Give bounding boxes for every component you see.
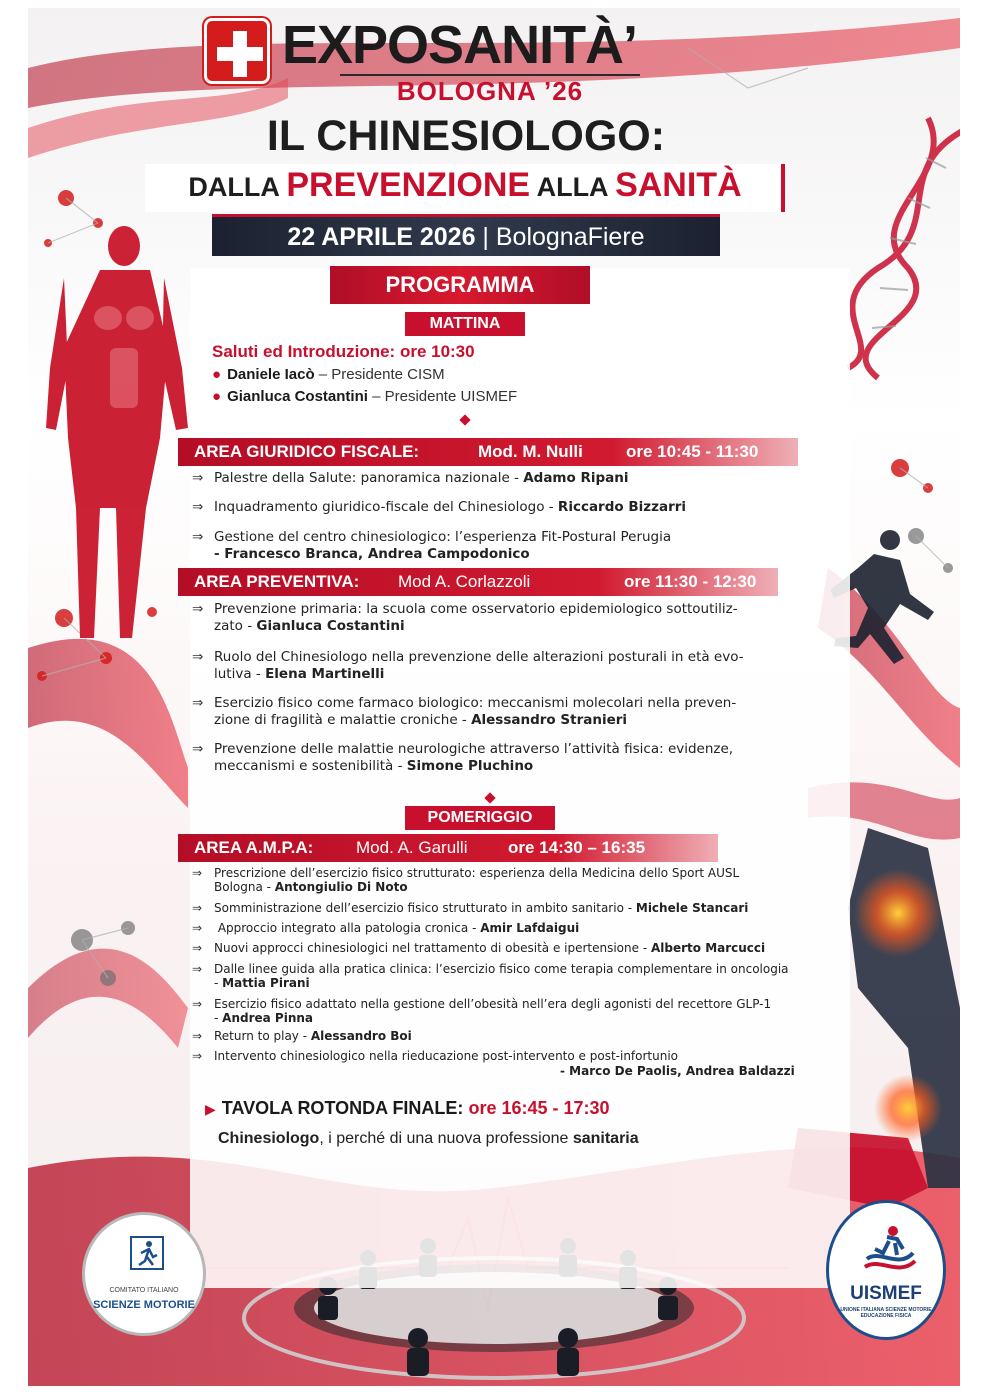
intro-speaker-2 (212, 388, 517, 405)
list-item (192, 499, 686, 516)
item-text: - (214, 1011, 223, 1025)
brand-title: EXPOSANITÀ’ (282, 15, 638, 75)
arrow-icon: ⇒ (192, 866, 203, 880)
list-item (192, 1029, 412, 1043)
area-giuridico-fiscale-bar (178, 438, 798, 466)
subtitle (145, 166, 785, 205)
item-speaker: Alessandro Stranieri (471, 712, 628, 728)
triangle-right-icon: ▶ (205, 1101, 216, 1117)
round-table-subtitle (218, 1130, 639, 1148)
item-speaker: Simone Pluchino (406, 758, 534, 774)
event-date: 22 APRILE 2026 (287, 223, 476, 251)
item-speaker: Amir Lafdaigui (480, 921, 580, 935)
arrow-icon: ⇒ (192, 901, 203, 915)
item-text: zione di fragilità e malattie croniche - (214, 712, 472, 728)
morning-ribbon: MATTINA (405, 312, 525, 336)
item-text: Prevenzione delle malattie neurologiche attraverso l’attività fisica: evidenze, (214, 741, 734, 757)
list-item (192, 997, 771, 1025)
item-text: Inquadramento giuridico-fiscale del Chinesiologo - (214, 499, 558, 515)
runner-icon (127, 1233, 167, 1273)
arrow-icon: ⇒ (192, 499, 204, 515)
round-table-sub-text: , i perché di una nuova professione (319, 1130, 573, 1147)
list-item (192, 649, 744, 683)
uismef-logo-sub: UNIONE ITALIANA SCIENZE MOTORIE EDUCAZIONE FISICA (840, 1307, 932, 1319)
area-time: ore 11:30 - 12:30 (624, 572, 757, 591)
item-continuation (192, 712, 736, 729)
date-separator: | (475, 223, 496, 251)
item-text: lutiva - (214, 666, 266, 682)
item-text: Return to play - (214, 1029, 311, 1043)
item-speaker: Michele Stancari (635, 901, 749, 915)
item-text: Bologna - (214, 880, 275, 894)
item-continuation (192, 880, 739, 894)
bullet-icon: ● (212, 366, 222, 383)
round-table-title (205, 1098, 610, 1119)
area-name: AREA A.M.P.A: (194, 838, 314, 857)
list-item (192, 529, 671, 563)
item-text: Prescrizione dell’esercizio fisico strutturato: esperienza della Medicina dello Sport AUSL (214, 866, 740, 880)
item-text: zato - (214, 618, 257, 634)
list-item (192, 1049, 678, 1063)
bullet-icon: ● (212, 388, 222, 405)
speaker-name: Daniele Iacò (227, 366, 315, 383)
arrow-icon: ⇒ (192, 997, 203, 1011)
red-cross-logo (204, 18, 270, 84)
round-table-label: TAVOLA ROTONDA FINALE: (221, 1098, 464, 1118)
arrow-icon: ⇒ (192, 741, 204, 757)
item-text: Approccio integrato alla patologia cronica - (214, 921, 481, 935)
area-name: AREA GIURIDICO FISCALE: (194, 442, 420, 461)
area-ampa-bar (178, 834, 718, 862)
list-item (192, 866, 739, 894)
arrow-icon: ⇒ (192, 601, 204, 617)
main-title: IL CHINESIOLOGO: (266, 112, 666, 160)
item-text: Nuovi approcci chinesiologici nel trattamento di obesità e ipertensione - (214, 941, 651, 955)
area-time: ore 10:45 - 11:30 (626, 442, 759, 461)
list-item (192, 962, 789, 990)
cism-logo-line2: SCIENZE MOTORIE (93, 1299, 195, 1311)
item-text: Esercizio fisico come farmaco biologico: meccanismi molecolari nella preven- (214, 695, 737, 711)
arrow-icon: ⇒ (192, 1029, 203, 1043)
list-item (192, 601, 738, 635)
round-table-time: ore 16:45 - 17:30 (468, 1098, 610, 1118)
arrow-icon: ⇒ (192, 1049, 203, 1063)
item-text: Ruolo del Chinesiologo nella prevenzione delle alterazioni posturali in età evo- (214, 649, 744, 665)
city-edition: BOLOGNA ’26 (340, 74, 640, 104)
item-continuation (192, 976, 789, 990)
speaker-role: – Presidente CISM (314, 366, 445, 383)
item-speaker: Alessandro Boi (310, 1029, 412, 1043)
item-text: Intervento chinesiologico nella rieducazione post-intervento e post-infortunio (214, 1049, 679, 1063)
subtitle-part-alla: ALLA (530, 172, 616, 202)
item-continuation (192, 666, 744, 683)
intro-speaker-1 (212, 366, 445, 383)
arrow-icon: ⇒ (192, 529, 204, 545)
item-speaker: - Francesco Branca, Andrea Campodonico (214, 546, 530, 562)
intro-title: Saluti ed Introduzione: ore 10:30 (212, 342, 475, 361)
subtitle-part-prevenzione: PREVENZIONE (286, 166, 531, 204)
list-item (192, 901, 748, 915)
speaker-name: Gianluca Costantini (227, 388, 368, 405)
list-item (192, 941, 765, 955)
area-moderator: Mod. M. Nulli (478, 442, 583, 461)
list-item (192, 695, 736, 729)
item-speaker: Antongiulio Di Noto (274, 880, 408, 894)
round-table-sub-bold: sanitaria (572, 1130, 639, 1147)
item-text: Somministrazione dell’esercizio fisico strutturato in ambito sanitario - (214, 901, 636, 915)
cism-logo (82, 1212, 206, 1336)
list-item (192, 470, 629, 487)
arrow-icon: ⇒ (192, 921, 203, 935)
item-speaker: Adamo Ripani (523, 470, 629, 486)
arrow-icon: ⇒ (192, 941, 203, 955)
area-time: ore 14:30 – 16:35 (508, 838, 646, 857)
area-preventiva-bar (178, 568, 778, 596)
item-text: Palestre della Salute: panoramica nazionale - (214, 470, 524, 486)
arrow-icon: ⇒ (192, 962, 203, 976)
item-text: Prevenzione primaria: la scuola come osservatorio epidemiologico sottoutiliz- (214, 601, 738, 617)
area-moderator: Mod A. Corlazzoli (398, 572, 531, 591)
item-speaker: Gianluca Costantini (256, 618, 405, 634)
uismef-emblem-icon (859, 1219, 919, 1279)
item-text: Gestione del centro chinesiologico: l’esperienza Fit-Postural Perugia (214, 529, 672, 545)
cism-logo-line1: COMITATO ITALIANO (109, 1287, 179, 1294)
date-venue-band (212, 214, 720, 256)
item-speaker: Andrea Pinna (222, 1011, 313, 1025)
arrow-icon: ⇒ (192, 470, 204, 486)
afternoon-ribbon: POMERIGGIO (405, 806, 555, 830)
uismef-logo (826, 1200, 946, 1340)
item-speaker: Alberto Marcucci (650, 941, 766, 955)
item-continuation (192, 1011, 771, 1025)
item-speaker-right: - Marco De Paolis, Andrea Baldazzi (560, 1064, 795, 1078)
list-item (192, 921, 579, 935)
item-text: Dalle linee guida alla pratica clinica: l’esercizio fisico come terapia complementare in oncologia (214, 962, 789, 976)
speaker-role: – Presidente UISMEF (367, 388, 518, 405)
item-text: Esercizio fisico adattato nella gestione dell’obesità nell’era degli agonisti del recettore GLP-1 (214, 997, 772, 1011)
subtitle-part-sanita: SANITÀ (615, 166, 742, 204)
item-speaker: Riccardo Bizzarri (557, 499, 687, 515)
item-speaker: Mattia Pirani (222, 976, 310, 990)
event-venue: BolognaFiere (495, 223, 645, 251)
item-continuation (192, 618, 738, 635)
round-table-sub-bold: Chinesiologo (218, 1130, 320, 1147)
uismef-logo-name: UISMEF (850, 1283, 922, 1304)
item-continuation (192, 758, 733, 775)
arrow-icon: ⇒ (192, 695, 204, 711)
list-item (192, 741, 733, 775)
area-name: AREA PREVENTIVA: (194, 572, 360, 591)
item-text: - (214, 976, 223, 990)
program-ribbon: PROGRAMMA (330, 266, 590, 304)
area-moderator: Mod. A. Garulli (356, 838, 468, 857)
subtitle-part-dalla: DALLA (188, 172, 287, 202)
arrow-icon: ⇒ (192, 649, 204, 665)
item-text: meccanismi e sostenibilità - (214, 758, 407, 774)
item-speaker: Elena Martinelli (265, 666, 385, 682)
